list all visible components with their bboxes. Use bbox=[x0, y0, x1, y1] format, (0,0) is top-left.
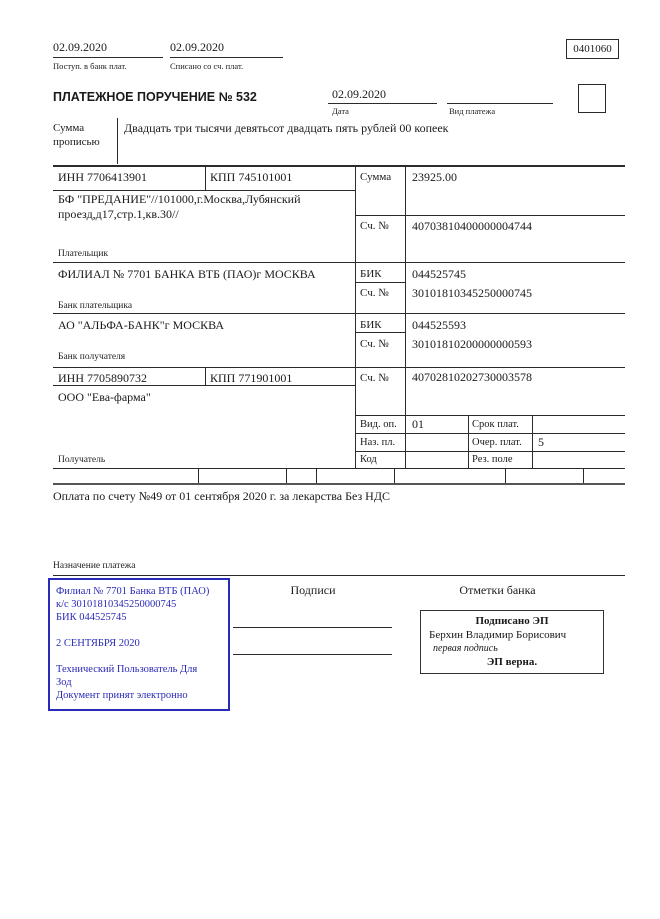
taxrow-divider-3 bbox=[316, 468, 317, 483]
taxrow-divider-2 bbox=[286, 468, 287, 483]
op-type-value: 01 bbox=[412, 417, 424, 431]
payee-kpp: КПП 771901001 bbox=[210, 371, 293, 385]
payer-account-label: Сч. № bbox=[360, 220, 389, 232]
payee-account-label: Сч. № bbox=[360, 372, 389, 384]
code-label: Код bbox=[360, 454, 377, 465]
taxrow-divider-4 bbox=[394, 468, 395, 483]
payee-section-underline bbox=[53, 468, 625, 469]
term-label: Срок плат. bbox=[472, 419, 519, 430]
payee-bank-name: АО "АЛЬФА-БАНК"г МОСКВА bbox=[58, 318, 225, 332]
payment-type-underline bbox=[447, 103, 553, 104]
stamp-line-user-1: Технический Пользователь Для bbox=[56, 664, 198, 675]
payer-name-line1: БФ "ПРЕДАНИЕ"//101000,г.Москва,Лубянский bbox=[58, 192, 301, 206]
table-top-border bbox=[53, 165, 625, 167]
table-vertical-labels bbox=[405, 165, 406, 468]
priority-label: Очер. плат. bbox=[472, 437, 522, 448]
amount-row-underline bbox=[355, 215, 625, 216]
amount-words-label-1: Сумма bbox=[53, 122, 85, 134]
opfields-vertical2 bbox=[532, 415, 533, 468]
payer-bank-bik-divider bbox=[355, 282, 405, 283]
payee-account: 40702810202730003578 bbox=[412, 370, 532, 384]
document-date: 02.09.2020 bbox=[332, 87, 386, 101]
payee-inn: ИНН 7705890732 bbox=[58, 371, 147, 385]
debited-label: Списано со сч. плат. bbox=[170, 61, 244, 71]
stamp-line-accepted: Документ принят электронно bbox=[56, 690, 188, 701]
ep-signature-type: первая подпись bbox=[433, 643, 498, 654]
payer-bank-name: ФИЛИАЛ № 7701 БАНКА ВТБ (ПАО)г МОСКВА bbox=[58, 267, 316, 281]
amount-label: Сумма bbox=[360, 171, 392, 183]
payee-inn-kpp-divider bbox=[205, 367, 206, 385]
stamp-line-bik: БИК 044525745 bbox=[56, 612, 127, 623]
table-vertical-main bbox=[355, 165, 356, 468]
taxrow-divider-5 bbox=[505, 468, 506, 483]
payment-purpose-label: Назначение платежа bbox=[53, 561, 136, 571]
signature-line-2 bbox=[233, 654, 392, 655]
payer-section-label: Плательщик bbox=[58, 249, 109, 259]
payment-purpose-text: Оплата по счету №49 от 01 сентября 2020 г. за лекарства Без НДС bbox=[53, 489, 391, 503]
stamp-gap bbox=[56, 650, 224, 663]
payer-inn-row-underline bbox=[53, 190, 355, 191]
ep-verified-text: ЭП верна. bbox=[486, 655, 538, 668]
opfields-mid-line2 bbox=[355, 451, 625, 452]
opfields-vertical1 bbox=[468, 415, 469, 468]
stamp-line-date: 2 СЕНТЯБРЯ 2020 bbox=[56, 638, 140, 649]
taxrow-divider-1 bbox=[198, 468, 199, 483]
purpose-underline bbox=[53, 575, 625, 576]
signatures-heading: Подписи bbox=[290, 583, 336, 597]
debited-date-underline bbox=[170, 57, 283, 58]
received-in-bank-date: 02.09.2020 bbox=[53, 40, 107, 54]
payment-type-label: Вид платежа bbox=[449, 106, 496, 116]
payee-bank-section-underline bbox=[53, 367, 625, 368]
payer-account: 40703810400000004744 bbox=[412, 219, 532, 233]
bank-marks-heading: Отметки банка bbox=[459, 583, 536, 597]
payment-type-checkbox bbox=[578, 84, 606, 113]
received-date-underline bbox=[53, 57, 163, 58]
payer-kpp: КПП 745101001 bbox=[210, 170, 293, 184]
opfields-mid-line1 bbox=[355, 433, 625, 434]
payee-bank-section-label: Банк получателя bbox=[58, 352, 126, 362]
amount-in-words: Двадцать три тысячи девятьсот двадцать пять рублей 00 копеек bbox=[124, 121, 449, 135]
bank-stamp bbox=[48, 578, 230, 711]
date-label: Дата bbox=[332, 106, 349, 116]
debited-date: 02.09.2020 bbox=[170, 40, 224, 54]
stamp-line-corr-account: к/с 30101810345250000745 bbox=[56, 599, 177, 610]
stamp-line-user-2: Зод bbox=[56, 677, 72, 688]
table-bottom-border bbox=[53, 483, 625, 485]
priority-value: 5 bbox=[538, 435, 544, 449]
payer-section-underline bbox=[53, 262, 625, 263]
payee-bank-bik-label: БИК bbox=[360, 319, 382, 331]
payer-bank-bik: 044525745 bbox=[412, 267, 466, 281]
op-type-label: Вид. оп. bbox=[360, 419, 397, 430]
reserve-label: Рез. поле bbox=[472, 454, 513, 465]
document-title: ПЛАТЕЖНОЕ ПОРУЧЕНИЕ № 532 bbox=[53, 90, 257, 104]
taxrow-divider-6 bbox=[583, 468, 584, 483]
payer-bank-account-label: Сч. № bbox=[360, 287, 389, 299]
amount-words-divider bbox=[117, 118, 118, 164]
payee-bank-account-label: Сч. № bbox=[360, 338, 389, 350]
stamp-line-branch: Филиал № 7701 Банка ВТБ (ПАО) bbox=[56, 586, 210, 597]
payer-bank-account: 30101810345250000745 bbox=[412, 286, 532, 300]
payee-section-label: Получатель bbox=[58, 455, 106, 465]
opfields-top-line bbox=[355, 415, 625, 416]
stamp-gap bbox=[56, 624, 224, 637]
payee-bank-bik: 044525593 bbox=[412, 318, 466, 332]
form-code-box: 0401060 bbox=[566, 39, 619, 59]
ep-signed-title: Подписано ЭП bbox=[475, 615, 549, 627]
payer-name-line2: проезд,д17,стр.1,кв.30// bbox=[58, 207, 179, 221]
ep-signer-name: Берхин Владимир Борисович bbox=[429, 628, 567, 641]
date-underline bbox=[328, 103, 437, 104]
payee-bank-account: 30101810200000000593 bbox=[412, 337, 532, 351]
electronic-signature-box bbox=[420, 610, 604, 674]
amount-words-label-2: прописью bbox=[53, 136, 100, 148]
payer-bank-bik-label: БИК bbox=[360, 268, 382, 280]
payer-bank-section-underline bbox=[53, 313, 625, 314]
payer-bank-section-label: Банк плательщика bbox=[58, 301, 133, 311]
payer-inn: ИНН 7706413901 bbox=[58, 170, 147, 184]
received-in-bank-label: Поступ. в банк плат. bbox=[53, 61, 127, 71]
purpose-code-label: Наз. пл. bbox=[360, 437, 396, 448]
payee-name: ООО "Ева-фарма" bbox=[58, 390, 151, 404]
payee-bank-bik-divider bbox=[355, 332, 405, 333]
amount-value: 23925.00 bbox=[412, 170, 457, 184]
signature-line-1 bbox=[233, 627, 392, 628]
payer-inn-kpp-divider bbox=[205, 165, 206, 190]
